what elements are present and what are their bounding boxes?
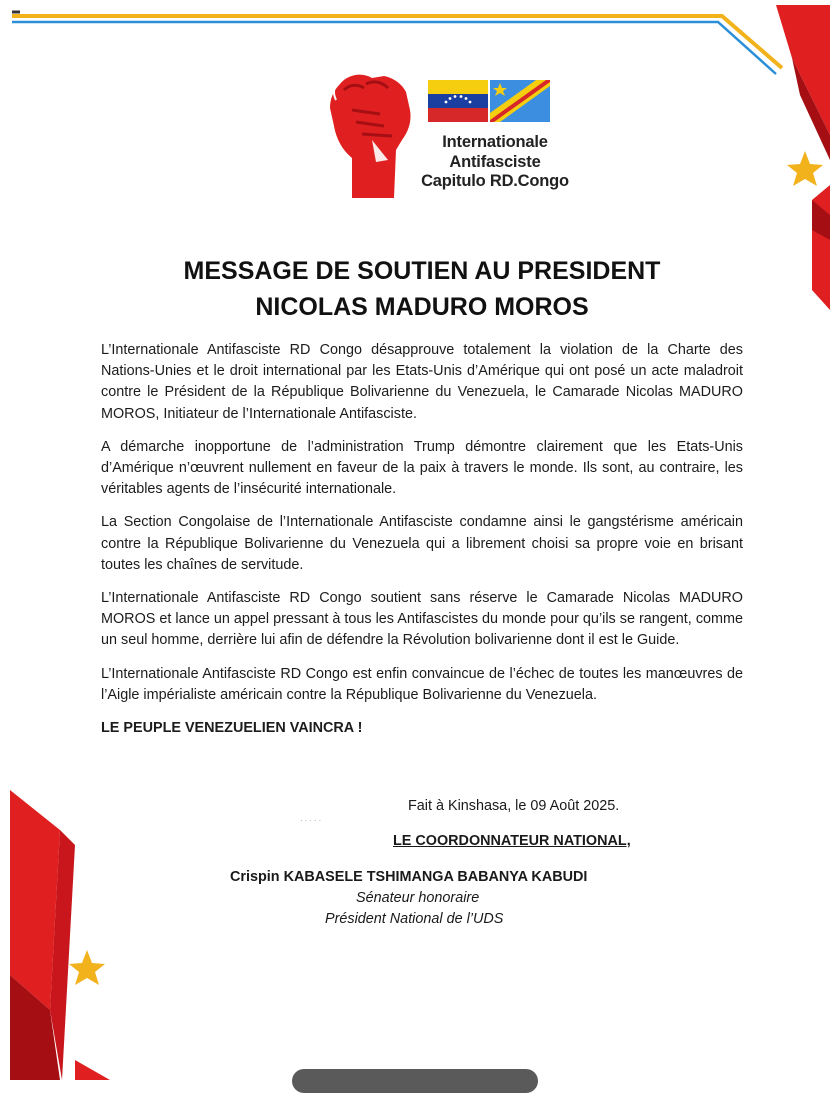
- star-icon-left: [69, 950, 105, 985]
- right-ribbon-mid: [812, 185, 830, 310]
- top-border-gold: [12, 16, 782, 68]
- right-ribbon-top: [776, 5, 830, 135]
- paragraph-4: L’Internationale Antifasciste RD Congo soutient sans réserve le Camarade Nicolas MADURO MOROS et lance un appel pressant à tous les Antifascistes du monde pour qu’ils se rangent, comme un seul homme, derrière lui afin de défendre la Révolution bolivarienne dont il est le Guide.: [101, 590, 743, 649]
- org-line-1: Internationale: [442, 133, 548, 151]
- signatory-title-1: Sénateur honoraire: [356, 890, 480, 906]
- document-title: [60, 253, 784, 325]
- home-indicator-bar[interactable]: [292, 1069, 538, 1093]
- drc-flag-icon: [490, 80, 550, 122]
- paragraph-5: L’Internationale Antifasciste RD Congo est enfin convaincue de l’échec de toutes les manœuvres de l’Aigle impérialiste américain contre la République Bolivarienne du Venezuela.: [101, 665, 743, 703]
- slogan: LE PEUPLE VENEZUELIEN VAINCRA !: [101, 720, 363, 737]
- top-border-blue: [12, 22, 776, 74]
- left-ribbon-bottom: [10, 790, 60, 1010]
- title-line-1: MESSAGE DE SOUTIEN AU PRESIDENT: [183, 257, 661, 285]
- left-ribbon-edge: [50, 830, 75, 1080]
- paragraph-3: La Section Congolaise de l’Internationale Antifasciste condamne ainsi le gangstérisme américain contre la République Bolivarienne du Venezuela qui a librement choisi sa propre voie en brisant toutes les chaînes de servitude.: [101, 514, 743, 573]
- paragraph-2: A démarche inopportune de l’administration Trump démontre clairement que les Etats-Unis d’Amérique n’œuvrent nullement en faveur de la paix à travers le monde. Ils sont, au contraire, les véritables agents de l’insécurité internationale.: [101, 438, 743, 498]
- venezuela-flag-icon: [428, 80, 488, 122]
- title-line-2: NICOLAS MADURO MOROS: [255, 293, 589, 321]
- signatory-role: LE COORDONNATEUR NATIONAL,: [393, 833, 631, 849]
- flags-logo: [428, 80, 550, 122]
- paragraph-1: L’Internationale Antifasciste RD Congo désapprouve totalement la violation de la Charte des Nations-Unies et le droit international par les Etats-Unis d’Amérique qui ont posé un acte maladroit contre le Président de la République Bolivarienne du Venezuela, le Camarade Nicolas MADURO MOROS, Initiateur de l’Internationale Antifasciste.: [101, 342, 743, 422]
- organization-name: [400, 133, 590, 192]
- org-line-2: Antifasciste: [449, 152, 541, 171]
- left-ribbon-bottom-shade: [10, 975, 60, 1080]
- document-body: [101, 340, 743, 751]
- right-ribbon-top-shade: [792, 58, 830, 160]
- ink-dots: ·····: [300, 816, 324, 825]
- star-icon-right: [787, 151, 823, 186]
- left-ribbon-tip: [75, 1060, 110, 1080]
- org-line-3: Capitulo RD.Congo: [421, 172, 569, 190]
- right-ribbon-mid-shade: [812, 200, 830, 240]
- place-date: Fait à Kinshasa, le 09 Août 2025.: [408, 798, 620, 814]
- signatory-title-2: Président National de l’UDS: [325, 911, 504, 927]
- signatory-name: Crispin KABASELE TSHIMANGA BABANYA KABUDI: [230, 869, 588, 885]
